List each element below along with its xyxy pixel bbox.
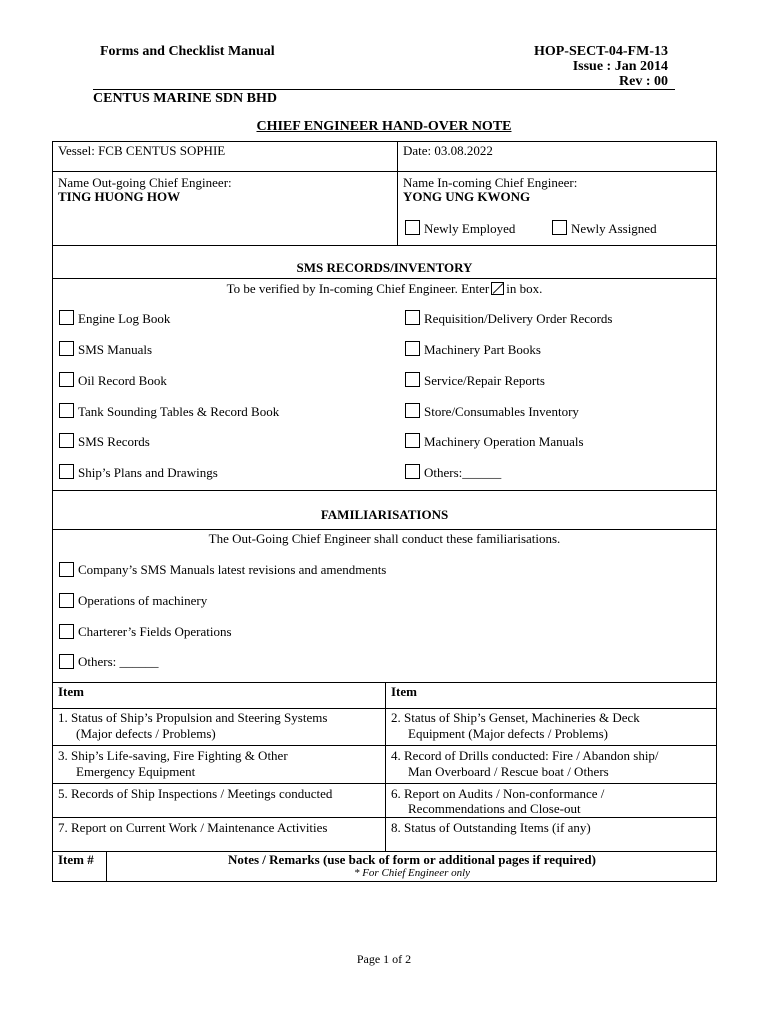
item-number-header: Item #	[58, 852, 94, 867]
sms-right-label: Others:______	[424, 465, 502, 480]
table-cell: (Major defects / Problems)	[76, 726, 216, 741]
familiarisation-label: Company’s SMS Manuals latest revisions and amendments	[78, 562, 387, 577]
date-field: Date: 03.08.2022	[403, 143, 493, 158]
table-cell: Recommendations and Close-out	[408, 801, 581, 816]
familiarisation-label: Charterer’s Fields Operations	[78, 624, 232, 639]
familiarisations-heading: FAMILIARISATIONS	[320, 507, 449, 522]
sms-right-label: Machinery Part Books	[424, 342, 541, 357]
page-number: Page 1 of 2	[356, 952, 412, 966]
document-code-block	[534, 44, 668, 89]
column-divider	[397, 141, 398, 245]
store-inventory-checkbox[interactable]	[405, 403, 420, 418]
machinery-part-books-checkbox[interactable]	[405, 341, 420, 356]
oil-record-book-checkbox[interactable]	[59, 372, 74, 387]
familiarisations-instruction: The Out-Going Chief Engineer shall conduct these familiarisations.	[208, 531, 561, 546]
sms-instruction-text: To be verified by In-coming Chief Engineer. Enter	[226, 281, 490, 296]
ships-plans-checkbox[interactable]	[59, 464, 74, 479]
item-header-right: Item	[391, 684, 417, 699]
row-divider	[52, 278, 717, 279]
row-divider	[52, 708, 717, 709]
operations-machinery-checkbox[interactable]	[59, 593, 74, 608]
familiarisation-label: Others: ______	[78, 654, 159, 669]
outgoing-label: Name Out-going Chief Engineer:	[58, 175, 232, 190]
newly-assigned-checkbox[interactable]	[552, 220, 567, 235]
header-rule	[93, 89, 675, 90]
table-cell: 1. Status of Ship’s Propulsion and Steering Systems	[58, 710, 328, 725]
sms-right-label: Store/Consumables Inventory	[424, 404, 579, 419]
outgoing-name: TING HUONG HOW	[58, 189, 181, 204]
table-cell: 4. Record of Drills conducted: Fire / Abandon ship/	[391, 748, 659, 763]
row-divider	[52, 171, 717, 172]
sms-left-label: Engine Log Book	[78, 311, 171, 326]
table-cell: 2. Status of Ship’s Genset, Machineries & Deck	[391, 710, 640, 725]
incoming-label: Name In-coming Chief Engineer:	[403, 175, 578, 190]
row-divider	[52, 817, 717, 818]
table-cell: 8. Status of Outstanding Items (if any)	[391, 820, 591, 835]
doc-code: HOP-SECT-04-FM-13	[533, 44, 668, 59]
sms-instruction	[52, 281, 717, 296]
row-divider	[52, 783, 717, 784]
newly-employed-label: Newly Employed	[424, 221, 516, 236]
service-reports-checkbox[interactable]	[405, 372, 420, 387]
row-divider	[52, 490, 717, 491]
familiarisation-label: Operations of machinery	[78, 593, 208, 608]
newly-assigned-label: Newly Assigned	[571, 221, 657, 236]
charterers-operations-checkbox[interactable]	[59, 624, 74, 639]
sms-manuals-checkbox[interactable]	[59, 341, 74, 356]
table-cell: 3. Ship’s Life-saving, Fire Fighting & Other	[58, 748, 288, 763]
sms-left-label: SMS Records	[78, 434, 150, 449]
sms-left-label: Oil Record Book	[78, 373, 167, 388]
operation-manuals-checkbox[interactable]	[405, 433, 420, 448]
tank-sounding-checkbox[interactable]	[59, 403, 74, 418]
table-cell: Emergency Equipment	[76, 764, 196, 779]
sms-instruction-suffix: in box.	[506, 281, 543, 296]
requisition-records-checkbox[interactable]	[405, 310, 420, 325]
sms-right-label: Service/Repair Reports	[424, 373, 545, 388]
row-divider	[52, 245, 717, 246]
issue-date: Issue : Jan 2014	[572, 59, 668, 74]
engine-log-book-checkbox[interactable]	[59, 310, 74, 325]
vessel-field: Vessel: FCB CENTUS SOPHIE	[58, 143, 226, 158]
sms-left-label: Tank Sounding Tables & Record Book	[78, 404, 280, 419]
familiarisation-others-checkbox[interactable]	[59, 654, 74, 669]
others-checkbox[interactable]	[405, 464, 420, 479]
table-cell: 6. Report on Audits / Non-conformance /	[391, 786, 605, 801]
sms-right-label: Requisition/Delivery Order Records	[424, 311, 613, 326]
sms-manuals-revisions-checkbox[interactable]	[59, 562, 74, 577]
crossed-box-icon	[491, 282, 504, 295]
manual-title: Forms and Checklist Manual	[100, 44, 275, 59]
sms-left-label: Ship’s Plans and Drawings	[78, 465, 218, 480]
notes-subtext: * For Chief Engineer only	[353, 867, 471, 879]
table-cell: Equipment (Major defects / Problems)	[408, 726, 609, 741]
sms-right-label: Machinery Operation Manuals	[424, 434, 584, 449]
sms-left-label: SMS Manuals	[78, 342, 153, 357]
sms-heading: SMS RECORDS/INVENTORY	[296, 260, 473, 275]
row-divider	[52, 529, 717, 530]
form-title: CHIEF ENGINEER HAND-OVER NOTE	[256, 119, 512, 134]
incoming-name: YONG UNG KWONG	[403, 189, 531, 204]
revision: Rev : 00	[619, 74, 668, 89]
table-cell: 5. Records of Ship Inspections / Meetings conducted	[58, 786, 333, 801]
newly-employed-checkbox[interactable]	[405, 220, 420, 235]
row-divider	[52, 745, 717, 746]
item-header-left: Item	[58, 684, 84, 699]
notes-heading: Notes / Remarks (use back of form or additional pages if required)	[228, 852, 596, 867]
table-cell: 7. Report on Current Work / Maintenance Activities	[58, 820, 328, 835]
company-name: CENTUS MARINE SDN BHD	[93, 91, 277, 106]
table-cell: Man Overboard / Rescue boat / Others	[408, 764, 609, 779]
sms-records-checkbox[interactable]	[59, 433, 74, 448]
